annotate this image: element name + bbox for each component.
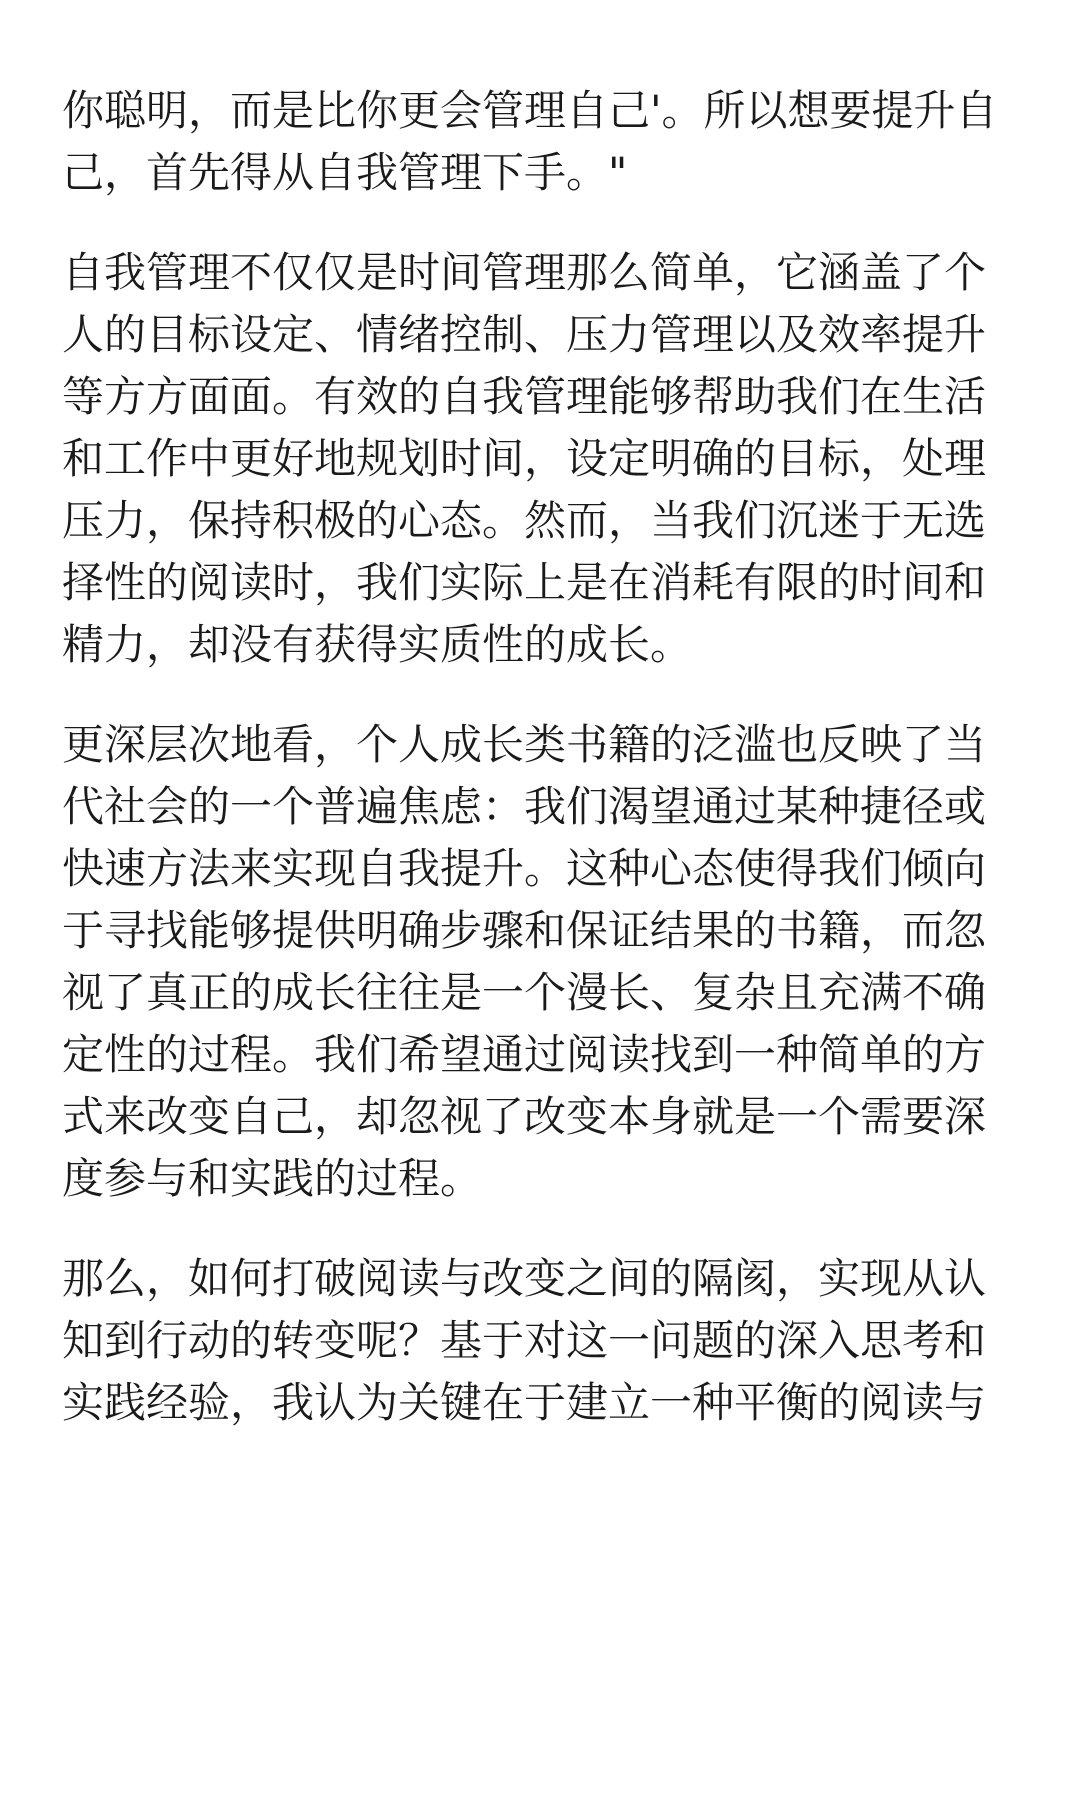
text-line: 度参与和实践的过程。 (62, 1154, 483, 1203)
text-line: 等方方面面。有效的自我管理能够帮助我们在生活 (62, 372, 987, 421)
paragraph-3 (62, 714, 1022, 1210)
text-line: 你聪明，而是比你更会管理自己'。所以想要提升自 (62, 86, 998, 135)
text-line: 压力，保持积极的心态。然而，当我们沉迷于无选 (62, 496, 987, 545)
paragraph-4 (62, 1248, 1022, 1434)
text-line: 自我管理不仅仅是时间管理那么简单，它涵盖了个 (62, 248, 987, 297)
paragraph-1 (62, 80, 1022, 204)
text-line: 知到行动的转变呢？基于对这一问题的深入思考和 (62, 1316, 987, 1365)
text-line: 那么，如何打破阅读与改变之间的隔阂，实现从认 (62, 1254, 987, 1303)
text-line: 人的目标设定、情绪控制、压力管理以及效率提升 (62, 310, 987, 359)
text-line: 更深层次地看，个人成长类书籍的泛滥也反映了当 (62, 720, 987, 769)
article-body (62, 80, 1022, 1434)
paragraph-2 (62, 242, 1022, 676)
text-line: 精力，却没有获得实质性的成长。 (62, 620, 693, 669)
text-line: 己，首先得从自我管理下手。" (62, 148, 628, 197)
text-line: 于寻找能够提供明确步骤和保证结果的书籍，而忽 (62, 906, 987, 955)
text-line: 和工作中更好地规划时间，设定明确的目标，处理 (62, 434, 987, 483)
text-line: 实践经验，我认为关键在于建立一种平衡的阅读与 (62, 1378, 987, 1427)
text-line: 择性的阅读时，我们实际上是在消耗有限的时间和 (62, 558, 987, 607)
text-line: 快速方法来实现自我提升。这种心态使得我们倾向 (62, 844, 987, 893)
text-line: 代社会的一个普遍焦虑：我们渴望通过某种捷径或 (62, 782, 987, 831)
text-line: 定性的过程。我们希望通过阅读找到一种简单的方 (62, 1030, 987, 1079)
text-line: 视了真正的成长往往是一个漫长、复杂且充满不确 (62, 968, 987, 1017)
text-line: 式来改变自己，却忽视了改变本身就是一个需要深 (62, 1092, 987, 1141)
